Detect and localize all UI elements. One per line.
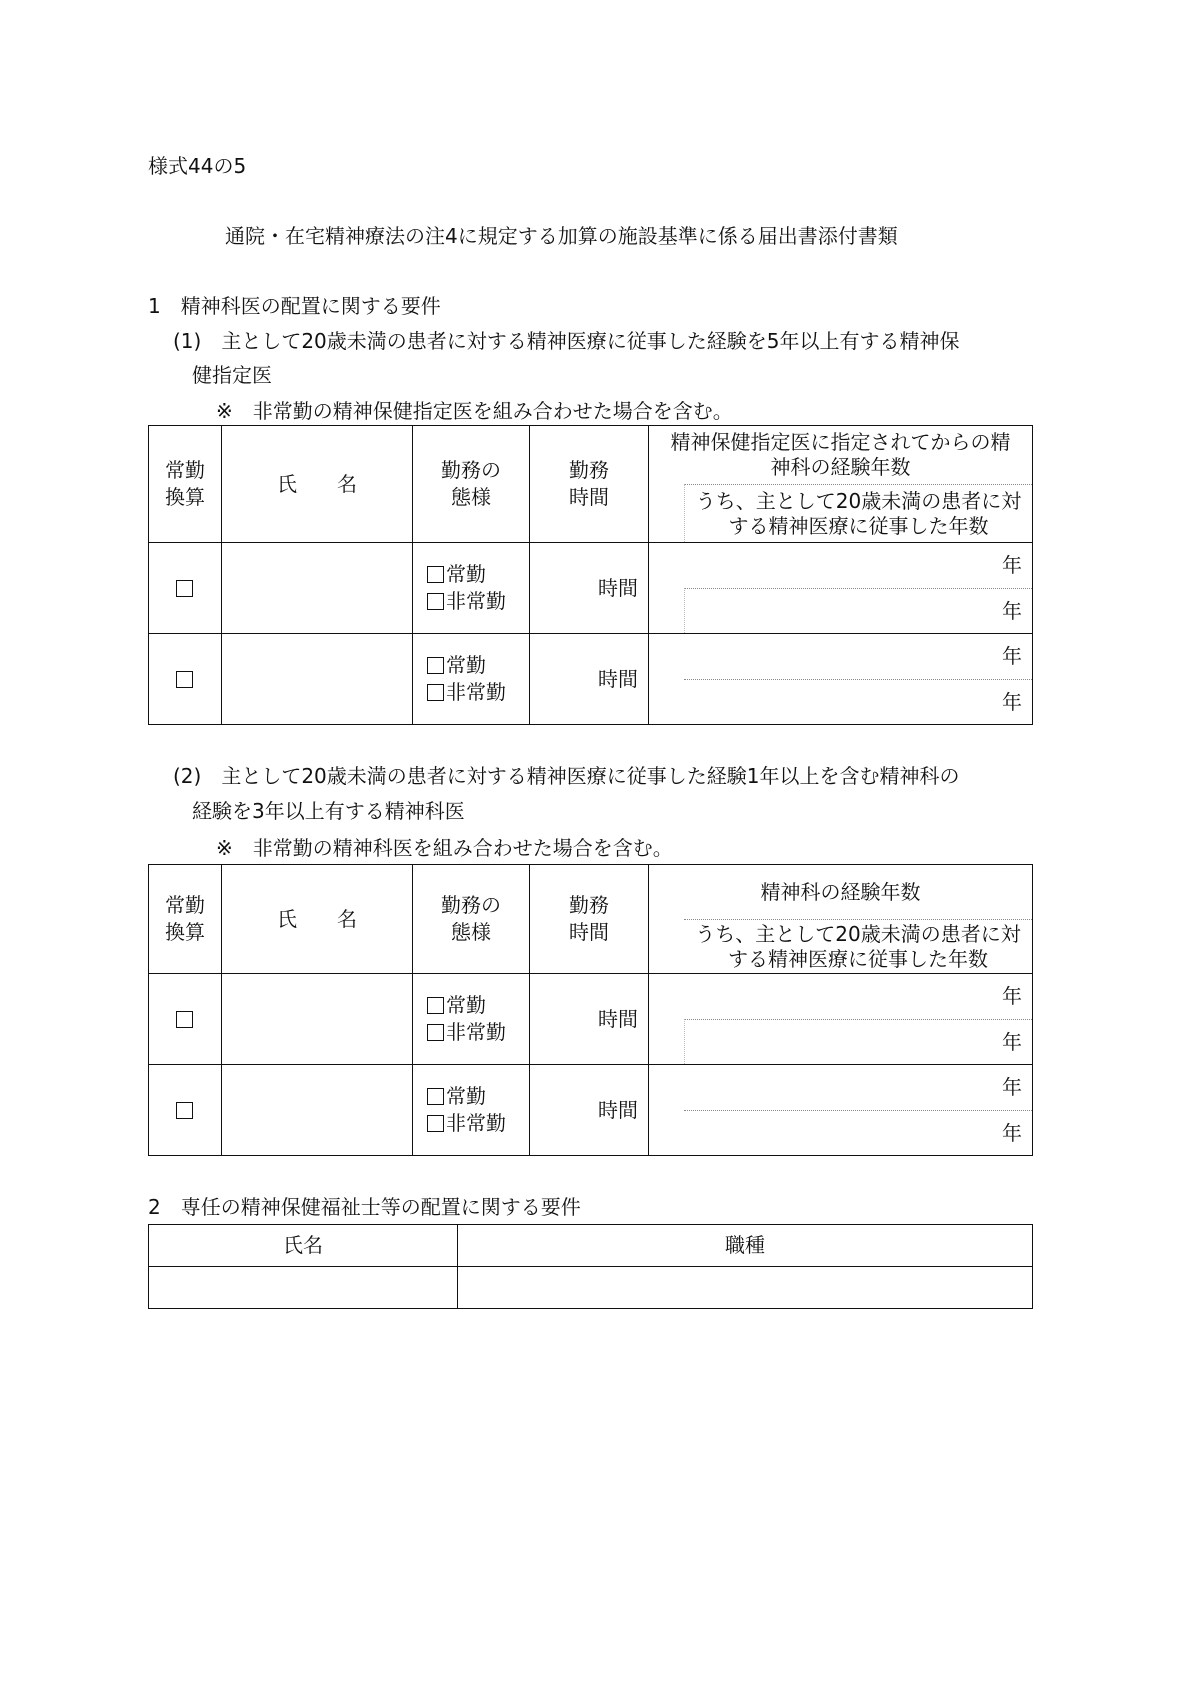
option-label: 常勤: [446, 562, 486, 586]
header-name: 氏 名: [222, 426, 413, 543]
header-exp-years: 精神保健指定医に指定されてからの精神科の経験年数: [670, 430, 1011, 479]
checkbox-icon: [427, 1115, 444, 1132]
checkbox-icon: [427, 593, 444, 610]
parttime-option[interactable]: [427, 588, 529, 615]
fte-checkbox[interactable]: [176, 1011, 193, 1028]
designated-psychiatrist-table: [148, 425, 1033, 725]
table-cell: [149, 1065, 222, 1156]
fte-checkbox[interactable]: [176, 671, 193, 688]
table-cell: [413, 634, 530, 725]
fte-checkbox[interactable]: [176, 580, 193, 597]
psychiatrist-table: [148, 864, 1033, 1156]
table-cell: [649, 543, 1033, 634]
header-row: [149, 426, 1033, 543]
header-exp-sub: うち、主として20歳未満の患者に対する精神医療に従事した年数: [684, 919, 1032, 973]
fte-checkbox[interactable]: [176, 1102, 193, 1119]
option-label: 非常勤: [446, 1111, 506, 1135]
hours-cell[interactable]: 時間: [530, 543, 649, 634]
checkbox-icon: [427, 997, 444, 1014]
option-label: 非常勤: [446, 680, 506, 704]
sub1-note: ※ 非常勤の精神保健指定医を組み合わせた場合を含む。: [216, 399, 733, 423]
psw-table: [148, 1224, 1033, 1309]
header-form: 勤務の態様: [413, 865, 530, 974]
table-row: [149, 634, 1033, 725]
checkbox-icon: [427, 684, 444, 701]
table-cell: [649, 974, 1033, 1065]
occupation-cell[interactable]: [458, 1267, 1033, 1309]
years-cell[interactable]: 年: [1002, 553, 1022, 577]
header-fte: 常勤換算: [149, 865, 222, 974]
parttime-option[interactable]: [427, 1110, 529, 1137]
years-sub-cell[interactable]: 年: [684, 1019, 1032, 1064]
fulltime-option[interactable]: [427, 1083, 529, 1110]
fulltime-option[interactable]: [427, 652, 529, 679]
document-title: 通院・在宅精神療法の注4に規定する加算の施設基準に係る届出書添付書類: [225, 224, 898, 248]
table-cell: [649, 1065, 1033, 1156]
name-cell[interactable]: [222, 1065, 413, 1156]
table-cell: [149, 543, 222, 634]
option-label: 常勤: [446, 653, 486, 677]
table-row: [149, 974, 1033, 1065]
hours-cell[interactable]: 時間: [530, 634, 649, 725]
header-occupation: 職種: [458, 1225, 1033, 1267]
section1-heading: 1 精神科医の配置に関する要件: [148, 294, 441, 318]
parttime-option[interactable]: [427, 679, 529, 706]
table-cell: [149, 634, 222, 725]
years-cell[interactable]: 年: [1002, 984, 1022, 1008]
years-cell[interactable]: 年: [1002, 644, 1022, 668]
sub2-line1: (2) 主として20歳未満の患者に対する精神医療に従事した経験1年以上を含む精神科の: [173, 764, 960, 788]
header-experience: [649, 865, 1033, 974]
hours-cell[interactable]: 時間: [530, 1065, 649, 1156]
table-row: [149, 543, 1033, 634]
header-name: 氏 名: [222, 865, 413, 974]
fulltime-option[interactable]: [427, 561, 529, 588]
parttime-option[interactable]: [427, 1019, 529, 1046]
table-row: [149, 1267, 1033, 1309]
header-hours: 勤務時間: [530, 426, 649, 543]
table-cell: [149, 974, 222, 1065]
sub2-line2: 経験を3年以上有する精神科医: [192, 799, 465, 823]
option-label: 非常勤: [446, 589, 506, 613]
checkbox-icon: [427, 566, 444, 583]
name-cell[interactable]: [222, 974, 413, 1065]
table-row: [149, 1065, 1033, 1156]
checkbox-icon: [427, 1024, 444, 1041]
form-number: 様式44の5: [148, 154, 247, 178]
table-cell: [413, 1065, 530, 1156]
option-label: 非常勤: [446, 1020, 506, 1044]
header-experience: [649, 426, 1033, 543]
years-sub-cell[interactable]: 年: [684, 679, 1032, 724]
name-cell[interactable]: [149, 1267, 458, 1309]
header-exp-years: 精神科の経験年数: [760, 879, 921, 904]
name-cell[interactable]: [222, 634, 413, 725]
checkbox-icon: [427, 1088, 444, 1105]
option-label: 常勤: [446, 1084, 486, 1108]
years-cell[interactable]: 年: [1002, 1075, 1022, 1099]
hours-cell[interactable]: 時間: [530, 974, 649, 1065]
sub2-note: ※ 非常勤の精神科医を組み合わせた場合を含む。: [216, 836, 673, 860]
header-fte: 常勤換算: [149, 426, 222, 543]
option-label: 常勤: [446, 993, 486, 1017]
header-form: 勤務の態様: [413, 426, 530, 543]
table-cell: [649, 634, 1033, 725]
header-row: [149, 865, 1033, 974]
sub1-line2: 健指定医: [192, 363, 272, 387]
fulltime-option[interactable]: [427, 992, 529, 1019]
header-name: 氏名: [149, 1225, 458, 1267]
table-cell: [413, 543, 530, 634]
header-hours: 勤務時間: [530, 865, 649, 974]
header-exp-sub: うち、主として20歳未満の患者に対する精神医療に従事した年数: [684, 484, 1032, 542]
checkbox-icon: [427, 657, 444, 674]
years-sub-cell[interactable]: 年: [684, 1110, 1032, 1155]
section2-heading: 2 専任の精神保健福祉士等の配置に関する要件: [148, 1195, 581, 1219]
years-sub-cell[interactable]: 年: [684, 588, 1032, 633]
name-cell[interactable]: [222, 543, 413, 634]
sub1-line1: (1) 主として20歳未満の患者に対する精神医療に従事した経験を5年以上有する精神保: [173, 329, 960, 353]
table-cell: [413, 974, 530, 1065]
